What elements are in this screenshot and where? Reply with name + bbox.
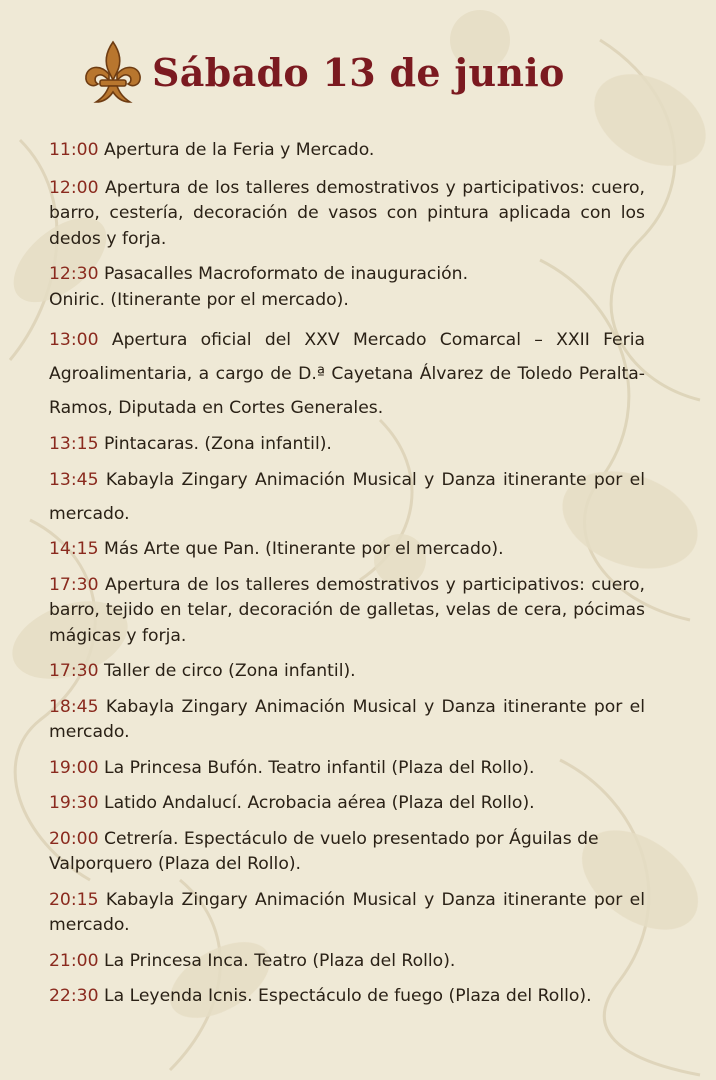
item-text: Pasacalles Macroformato de inauguración.	[104, 264, 469, 284]
schedule-item	[49, 756, 645, 782]
item-time: 22:30	[49, 986, 99, 1006]
item-text: Apertura de la Feria y Mercado.	[104, 140, 375, 160]
schedule-item	[49, 176, 645, 253]
item-time: 14:15	[49, 539, 99, 559]
schedule-list	[49, 138, 645, 1020]
schedule-item	[49, 984, 645, 1010]
schedule-item	[49, 949, 645, 975]
item-time: 12:00	[49, 177, 99, 198]
item-text: Más Arte que Pan. (Itinerante por el mercado).	[104, 539, 504, 559]
item-time: 18:45	[49, 696, 99, 717]
item-time: 19:30	[49, 793, 99, 813]
schedule-item	[49, 573, 645, 650]
schedule-item	[49, 427, 645, 461]
item-time: 20:15	[49, 889, 99, 910]
item-time: 11:00	[49, 140, 99, 160]
item-text: Taller de circo (Zona infantil).	[104, 661, 356, 681]
item-text: Pintacaras. (Zona infantil).	[104, 434, 332, 454]
page-header	[82, 38, 565, 108]
schedule-item	[49, 888, 645, 939]
item-time: 19:00	[49, 757, 99, 778]
schedule-item	[49, 791, 645, 817]
item-time: 17:30	[49, 661, 99, 681]
item-text: Apertura oficial del XXV Mercado Comarcal – XXII Feria Agroalimentaria, a cargo de D.ª Cayetana Álvarez de Toledo Peralta-Ramos, Diputada en Cortes Generales.	[49, 330, 645, 418]
item-time: 17:30	[49, 574, 99, 595]
item-text: Kabayla Zingary Animación Musical y Danza itinerante por el mercado.	[49, 889, 646, 935]
item-time: 13:45	[49, 470, 99, 490]
page-title: Sábado 13 de junio	[152, 50, 565, 95]
schedule-item	[49, 537, 645, 563]
item-text: La Leyenda Icnis. Espectáculo de fuego (Plaza del Rollo).	[104, 986, 592, 1006]
item-time: 12:30	[49, 264, 99, 284]
schedule-item	[49, 323, 645, 425]
schedule-item	[49, 463, 645, 531]
schedule-item	[49, 262, 645, 313]
item-time: 21:00	[49, 950, 99, 971]
item-text: La Princesa Bufón. Teatro infantil (Plaza del Rollo).	[104, 757, 535, 778]
item-time: 20:00	[49, 828, 99, 849]
item-time: 13:15	[49, 434, 99, 454]
schedule-item	[49, 695, 645, 746]
fleur-de-lis-icon	[82, 38, 144, 108]
item-text: Kabayla Zingary Animación Musical y Danza itinerante por el mercado.	[49, 696, 646, 742]
item-text: Apertura de los talleres demostrativos y participativos: cuero, barro, tejido en telar, decoración de galletas, velas de cera, pócimas mágicas y forja.	[49, 574, 645, 646]
item-text: Kabayla Zingary Animación Musical y Danza itinerante por el mercado.	[49, 470, 646, 524]
item-text: Latido Andalucí. Acrobacia aérea (Plaza del Rollo).	[104, 793, 535, 813]
schedule-item	[49, 138, 645, 164]
schedule-item	[49, 659, 645, 685]
schedule-item	[49, 827, 645, 878]
item-text-continued: Oniric. (Itinerante por el mercado).	[49, 289, 349, 310]
item-time: 13:00	[49, 330, 99, 350]
item-text: Apertura de los talleres demostrativos y participativos: cuero, barro, cestería, decoración de vasos con pintura aplicada con los dedos y forja.	[49, 177, 645, 249]
item-text: Cetrería. Espectáculo de vuelo presentado por Águilas de Valporquero (Plaza del Rollo).	[49, 828, 599, 874]
item-text: La Princesa Inca. Teatro (Plaza del Rollo).	[104, 950, 456, 971]
